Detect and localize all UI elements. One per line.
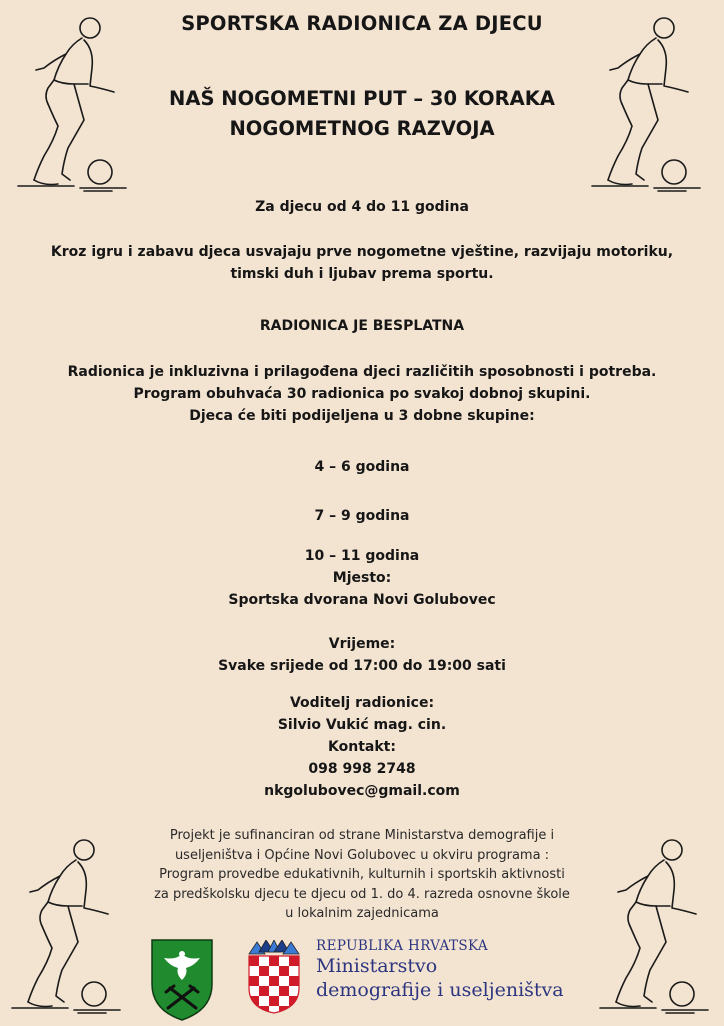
email-address[interactable]: nkgolubovec@gmail.com: [264, 783, 460, 799]
page-title: SPORTSKA RADIONICA ZA DJECU: [181, 12, 543, 35]
funding-line: Projekt je sufinanciran od strane Ministarstva demografije i: [169, 828, 555, 843]
funding-note: [0, 826, 724, 924]
ministry-name-line: demografije i useljeništva: [316, 979, 564, 1001]
location-block: [0, 567, 724, 611]
program-heading: [0, 84, 724, 144]
leader-name: Silvio Vukić mag. cin.: [277, 717, 447, 733]
age-group-item: 10 – 11 godina: [304, 548, 420, 564]
funding-line: useljeništva i Općine Novi Golubovec u okviru programa :: [174, 847, 550, 863]
contact-label: Kontakt:: [328, 739, 396, 755]
age-group-item: 4 – 6 godina: [314, 459, 410, 475]
ministry-logo-text: [316, 938, 564, 1002]
intro-paragraph: [0, 241, 724, 285]
age-group-item: 7 – 9 godina: [314, 508, 410, 524]
location-label: Mjesto:: [332, 570, 392, 586]
info-line: Program obuhvaća 30 radionica po svakoj dobnoj skupini.: [133, 386, 591, 402]
time-block: [0, 633, 724, 677]
leader-label: Voditelj radionice:: [289, 695, 435, 711]
free-notice: RADIONICA JE BESPLATNA: [259, 318, 465, 334]
funding-line: Program provedbe edukativnih, kulturnih i sportskih aktivnosti: [159, 867, 565, 882]
program-heading-line: NAŠ NOGOMETNI PUT – 30 KORAKA: [169, 87, 555, 110]
time-value: Svake srijede od 17:00 do 19:00 sati: [218, 658, 506, 674]
program-heading-line: NOGOMETNOG RAZVOJA: [229, 117, 495, 140]
info-line: Djeca će biti podijeljena u 3 dobne skupine:: [189, 408, 535, 424]
ministry-country: REPUBLIKA HRVATSKA: [316, 938, 489, 954]
contact-block: [0, 692, 724, 802]
funding-line: u lokalnim zajednicama: [285, 906, 439, 921]
intro-line: Kroz igru i zabavu djeca usvajaju prve nogometne vještine, razvijaju motoriku,: [50, 244, 674, 260]
time-label: Vrijeme:: [328, 636, 396, 652]
phone-number: 098 998 2748: [308, 761, 416, 777]
croatian-coat-of-arms-icon: [247, 940, 301, 1018]
intro-line: timski duh i ljubav prema sportu.: [230, 266, 494, 282]
age-range-text: Za djecu od 4 do 11 godina: [255, 199, 469, 215]
info-paragraph: [0, 361, 724, 427]
info-line: Radionica je inkluzivna i prilagođena djeci različitih sposobnosti i potreba.: [67, 364, 657, 380]
municipality-coat-of-arms-icon: [150, 938, 214, 1026]
ministry-name-line: Ministarstvo: [316, 955, 438, 977]
location-value: Sportska dvorana Novi Golubovec: [228, 592, 496, 608]
funding-line: za predškolsku djecu te djecu od 1. do 4. razreda osnovne škole: [154, 886, 570, 902]
